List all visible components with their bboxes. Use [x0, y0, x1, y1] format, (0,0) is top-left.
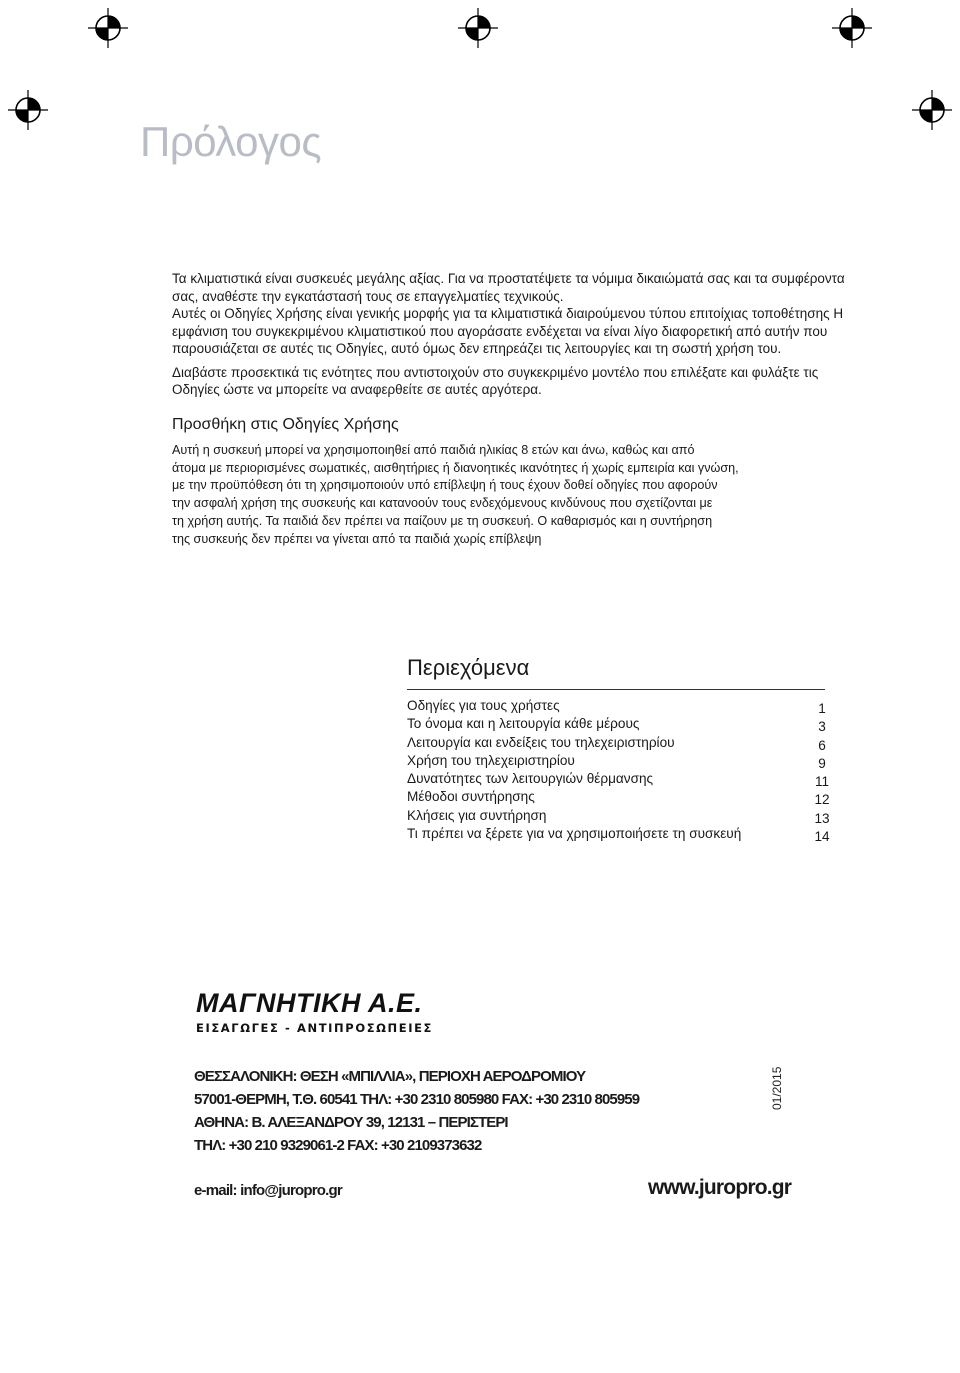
logo-tagline: ΕΙΣΑΓΩΓΕΣ - ΑΝΤΙΠΡΟΣΩΠΕΙΕΣ — [196, 1021, 433, 1035]
logo-name: ΜΑΓΝΗΤΙΚΗ Α.Ε. — [196, 988, 423, 1018]
addendum-title: Προσθήκη στις Οδηγίες Χρήσης — [172, 416, 399, 433]
toc-item-label: Λειτουργία και ενδείξεις του τηλεχειριστηρίου — [407, 734, 675, 750]
crosshair-icon — [8, 90, 48, 130]
toc-item-page: 3 — [818, 719, 826, 735]
company-logo — [196, 988, 433, 1035]
email-link[interactable]: e-mail: info@juropro.gr — [194, 1182, 342, 1199]
crosshair-icon — [832, 8, 872, 48]
addendum-line: τη χρήση αυτής. Τα παιδιά δεν πρέπει να παίζουν με τη συσκευή. Ο καθαρισμός και η συντήρηση — [172, 513, 713, 528]
crosshair-icon — [88, 8, 128, 48]
crosshair-icon — [458, 8, 498, 48]
toc-item[interactable] — [407, 788, 837, 806]
toc-item-label: Κλήσεις για συντήρηση — [407, 807, 547, 823]
addendum-line: με την προϋπόθεση ότι τη χρησιμοποιούν υπό επίβλεψη ή τους έχουν δοθεί οδηγίες που αφορούν — [172, 478, 718, 493]
toc-item-label: Τι πρέπει να ξέρετε για να χρησιμοποιήσετε τη συσκευή — [407, 826, 742, 842]
address-line: ΘΕΣΣΑΛΟΝΙΚΗ: ΘΕΣΗ «ΜΠΙΛΛΙΑ», ΠΕΡΙΟΧΗ ΑΕΡΟΔΡΟΜΙΟΥ — [194, 1068, 586, 1085]
toc-item-label: Οδηγίες για τους χρήστες — [407, 698, 560, 713]
address-line: 57001-ΘΕΡΜΗ, Τ.Θ. 60541 ΤΗΛ: +30 2310 805980 FAX: +30 2310 805959 — [194, 1091, 640, 1108]
company-address — [194, 1065, 639, 1157]
toc-item-label: Το όνομα και η λειτουργία κάθε μέρους — [407, 716, 640, 732]
toc-item-page: 6 — [818, 737, 826, 753]
addendum-line: την ασφαλή χρήση της συσκευής και κατανοούν τους ενδεχόμενους κινδύνους που σχετίζονται με — [172, 496, 713, 511]
toc-item-page: 14 — [814, 829, 830, 845]
addendum-line: άτομα με περιορισμένες σωματικές, αισθητήριες ή διανοητικές ικανότητες ή χωρίς εμπειρία και γνώση, — [172, 460, 739, 475]
toc-item-page: 12 — [814, 792, 830, 808]
toc-item[interactable] — [407, 697, 837, 715]
toc-item[interactable] — [407, 752, 837, 770]
toc-item[interactable] — [407, 734, 837, 752]
toc-item-page: 13 — [814, 810, 830, 826]
registration-mark-top-center — [458, 8, 498, 48]
addendum-text — [172, 442, 812, 548]
toc-item-label: Χρήση του τηλεχειριστηρίου — [407, 752, 575, 768]
addendum-line: της συσκευής δεν πρέπει να γίνεται από τα παιδιά χωρίς επίβλεψη — [172, 531, 542, 546]
website-link[interactable]: www.juropro.gr — [648, 1176, 792, 1199]
intro-text — [172, 270, 862, 399]
page-title: Πρόλογος — [140, 118, 322, 165]
intro-paragraph-3: Διαβάστε προσεκτικά τις ενότητες που αντιστοιχούν στο συγκεκριμένο μοντέλο που επιλέξατε και φυλάξτε τις Οδηγίες ώστε να μπορείτε να αναφερθείτε σε αυτές αργότερα. — [172, 364, 819, 397]
toc-item-label: Δυνατότητες των λειτουργιών θέρμανσης — [407, 771, 654, 787]
toc-item-label: Μέθοδοι συντήρησης — [407, 789, 535, 805]
address-line: ΑΘΗΝΑ: Β. ΑΛΕΞΑΝΔΡΟΥ 39, 12131 – ΠΕΡΙΣΤΕΡΙ — [194, 1114, 508, 1131]
registration-mark-top-left — [88, 8, 128, 48]
crosshair-icon — [912, 90, 952, 130]
address-line: ΤΗΛ: +30 210 9329061-2 FAX: +30 2109373632 — [194, 1137, 482, 1154]
intro-paragraph-2: Αυτές οι Οδηγίες Χρήσης είναι γενικής μορφής για τα κλιματιστικά διαιρούμενου τύπου επιτοίχιας τοποθέτησης Η εμφάνιση του συγκεκριμένου κλιματιστικού που αγοράσατε ενδέχεται να είναι λίγο διαφορετική από αυτήν που παρουσιάζεται σε αυτές τις Οδηγίες, αυτό όμως δεν επηρεάζει τις λειτουργίες και τη σωστή χρήση του. — [172, 306, 844, 356]
toc-title: Περιεχόμενα — [407, 655, 530, 680]
toc-list — [407, 697, 837, 843]
registration-mark-left — [8, 90, 48, 130]
intro-paragraph-1: Τα κλιματιστικά είναι συσκευές μεγάλης αξίας. Για να προστατέψετε τα νόμιμα δικαιώματά σας και τα συμφέροντα σας, αναθέστε την εγκατάστασή τους σε επαγγελματίες τεχνικούς. — [172, 271, 845, 304]
toc-item[interactable] — [407, 825, 837, 843]
addendum-line: Αυτή η συσκευή μπορεί να χρησιμοποιηθεί από παιδιά ηλικίας 8 ετών και άνω, καθώς και από — [172, 443, 695, 457]
toc-item[interactable] — [407, 715, 837, 733]
registration-mark-right — [912, 90, 952, 130]
toc-item-page: 9 — [818, 755, 826, 771]
toc-item-page: 11 — [814, 774, 830, 790]
toc-item[interactable] — [407, 807, 837, 825]
toc-divider — [407, 689, 825, 690]
date-code: 01/2015 — [770, 1066, 784, 1110]
registration-mark-top-right — [832, 8, 872, 48]
toc-item-page: 1 — [818, 701, 826, 716]
toc-item[interactable] — [407, 770, 837, 788]
